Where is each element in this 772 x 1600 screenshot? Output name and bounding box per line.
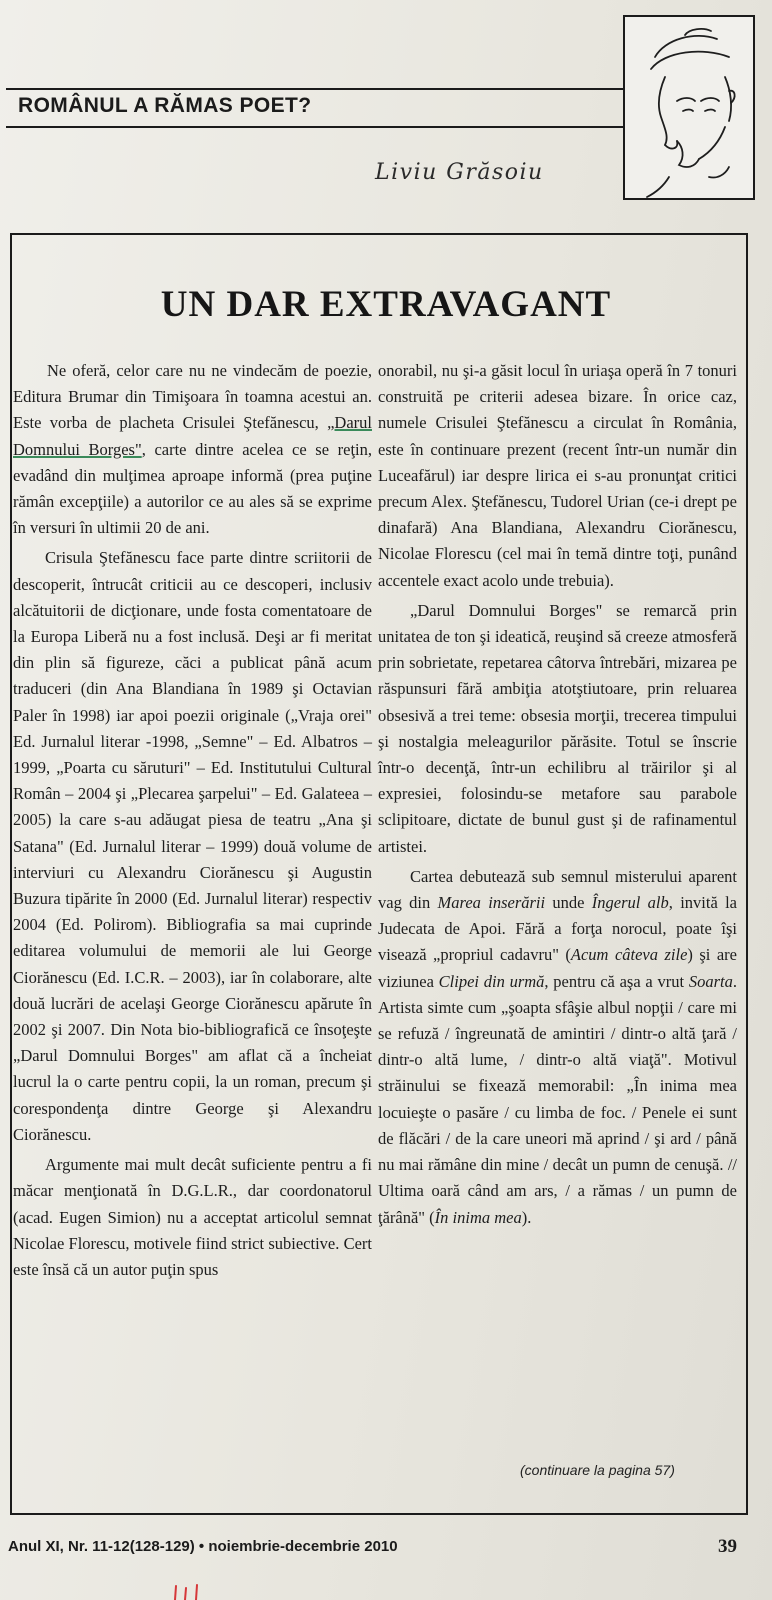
issue-info: Anul XI, Nr. 11-12(128-129) • noiembrie-decembrie 2010 (8, 1538, 398, 1555)
paragraph: onorabil, nu şi-a găsit locul în uriaşa operă în 7 tonuri construită pe criterii adesea bizare. În orice caz, numele Crisulei Ştefănescu a circulat în România, este în continuare prezent (recent într-un număr din Luceafărul) iar despre lirica ei s-au pronunţat critici precum Alex. Ştefănescu, Tudorel Urian (ce-i drept pe dinafară) Ana Blandiana, Alexandru Ciorănescu, Nicolae Florescu (cel mai în temă dintre toţi, punând accentele exact acolo unde trebuia). (378, 361, 737, 590)
left-column (13, 358, 372, 1287)
author-portrait (623, 15, 755, 200)
paragraph: „Darul Domnului Borges" se remarcă prin unitatea de ton şi ideatică, reuşind să creeze atmosferă prin sobrietate, repetarea câtorva întrebări, mizarea pe răspunsuri fără ambiţia atotştiutoare, prin reluarea obsesivă a trei teme: obsesia morţii, trecerea timpului şi nostalgia meleagurilor părăsite. Totul se înscrie într-o decenţă, într-un echilibru al trăirilor şi al expresiei, folosindu-se metafore sau parabole sclipitoare, dictate de bunul gust şi de rafinamentul artistei. (378, 600, 737, 856)
paragraph: Argumente mai mult decât suficiente pentru a fi măcar menţionată în D.G.L.R., dar coordonatorul (acad. Eugen Simion) nu a acceptat articolul semnat Nicolae Florescu, motivele fiind strict subiective. Cert este însă că un autor puţin spus (13, 1155, 372, 1279)
right-column (378, 358, 737, 1235)
paragraph: Crisula Ştefănescu face parte dintre scriitorii de descoperit, întrucât criticii au ce descoperi, inclusiv alcătuitorii de dicţionare, unde fosta comentatoare de la Europa Liberă nu a fost inclusă. Deşi ar fi meritat din plin să figureze, căci a publicat până acum traduceri (din Ana Blandiana în 1989 şi Octavian Paler în 1998) iar apoi poezii originale („Vraja orei" Ed. Jurnalul literar -1998, „Semne" – Ed. Albatros – 1999, „Poarta cu săruturi" – Ed. Institutului Cultural Român – 2004 şi „Plecarea şarpelui" – Ed. Galateea – 2005) la care s-au adăugat piesa de teatru „Ana şi Satana" (Ed. Jurnalul literar – 1999) două volume de interviuri cu Alexandru Ciorănescu şi Augustin Buzura tipărite în 2000 (Ed. Jurnalul literar) respectiv 2004 (Ed. Polirom). Bibliografia sa mai cuprinde editarea volumului de memorii ale lui George Ciorănescu (Ed. I.C.R. – 2003), iar în colaborare, alte două lucrări de acelaşi George Ciorănescu apărute în 2002 şi 2007. Din Nota bio-bibliografică ce însoţeşte „Darul Domnului Borges" am aflat că a încheiat lucrul la o carte pentru copii, la un roman, precum şi corespondenţa dintre George şi Alexandru Ciorănescu. (13, 548, 372, 1144)
red-pen-marks (170, 1584, 210, 1600)
author-signature: Liviu Grăsoiu (375, 160, 544, 185)
paragraph: Cartea debutează sub semnul misterului aparent vag din Marea inserării unde Îngerul alb, invită la Judecata de Apoi. Fără a forţa norocul, poate îşi visează „propriul cadavru" (Acum câteva zile) şi are viziunea Clipei din urmă, pentru că aşa a vrut Soarta. Artista simte cum „şoapta sfâşie albul nopţii / care mi se refuză / îngreunată de amintiri / dintr-o altă ţară / dintr-o altă lume, / dintr-o altă viaţă". Motivul străinului se fixează memorabil: „În inima mea locuieşte o pasăre / cu limba de foc. / Penele ei sunt de flăcări / de la care uneori mă aprind / şi ard / până nu mai rămâne din mine / decât un pumn de cenuşă. // Ultima oară când am ars, / a rămas / un pumn de ţărână" (În inima mea). (378, 866, 737, 1227)
page-number: 39 (718, 1536, 737, 1557)
article-title: UN DAR EXTRAVAGANT (160, 284, 612, 325)
paragraph: Ne oferă, celor care nu ne vindecăm de poezie, Editura Brumar din Timişoara în toamna acestui an. Este vorba de placheta Crisulei Ştefănescu, „Darul Domnului Borges", carte dintre acelea ce se reţin, evadând din mulţimea aproape informă (prea puţine rămân excepţiile) a autorilor ce au ales să se exprime în versuri în ultimii 20 de ani. (13, 361, 372, 538)
continuation-note: (continuare la pagina 57) (520, 1462, 675, 1478)
book-title-underlined: „Darul Domnului Borges" (13, 413, 372, 459)
rubric-title: ROMÂNUL A RĂMAS POET? (18, 94, 312, 117)
author-sketch-icon (625, 17, 753, 198)
